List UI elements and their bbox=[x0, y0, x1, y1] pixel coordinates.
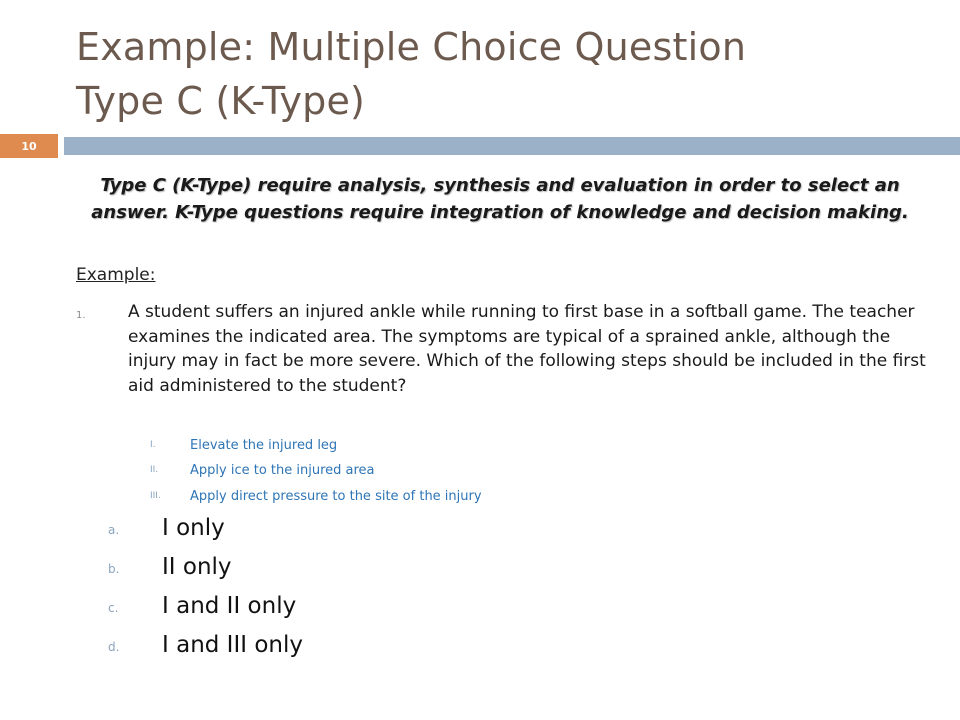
slide-title-line-2: Type C (K-Type) bbox=[76, 79, 366, 123]
statement-number: II. bbox=[150, 465, 159, 475]
statement-number: I. bbox=[150, 440, 156, 450]
slide-title-line-1: Example: Multiple Choice Question bbox=[76, 25, 747, 69]
answer-option-text: I and III only bbox=[162, 632, 303, 658]
statement-number: III. bbox=[150, 491, 161, 501]
answer-option-letter: a. bbox=[108, 523, 120, 537]
title-divider-bar bbox=[64, 137, 960, 155]
answer-option-letter: b. bbox=[108, 562, 120, 576]
statement-text: Apply ice to the injured area bbox=[190, 463, 375, 478]
answer-option-text: II only bbox=[162, 554, 232, 580]
answer-option-text: I only bbox=[162, 515, 225, 541]
intro-text: Type C (K-Type) require analysis, synthesis and evaluation in order to select an answer. K-Type questions require integration of knowledge and decision making. bbox=[91, 175, 909, 223]
slide-title bbox=[76, 20, 936, 128]
example-label: Example: bbox=[76, 265, 156, 285]
slide-number-badge bbox=[0, 134, 58, 158]
answer-option-letter: d. bbox=[108, 640, 120, 654]
statement-text: Elevate the injured leg bbox=[190, 438, 338, 453]
answer-option-text: I and II only bbox=[162, 593, 297, 619]
answer-option-letter: c. bbox=[108, 601, 119, 615]
question-text: A student suffers an injured ankle while running to first base in a softball game. The teacher examines the indicated area. The symptoms are typical of a sprained ankle, although the injury may in fact be more severe. Which of the following steps should be included in the first aid administered to the student? bbox=[128, 302, 926, 396]
question-number: 1. bbox=[76, 310, 86, 321]
slide-number: 10 bbox=[21, 139, 37, 153]
statement-text: Apply direct pressure to the site of the injury bbox=[190, 489, 482, 504]
